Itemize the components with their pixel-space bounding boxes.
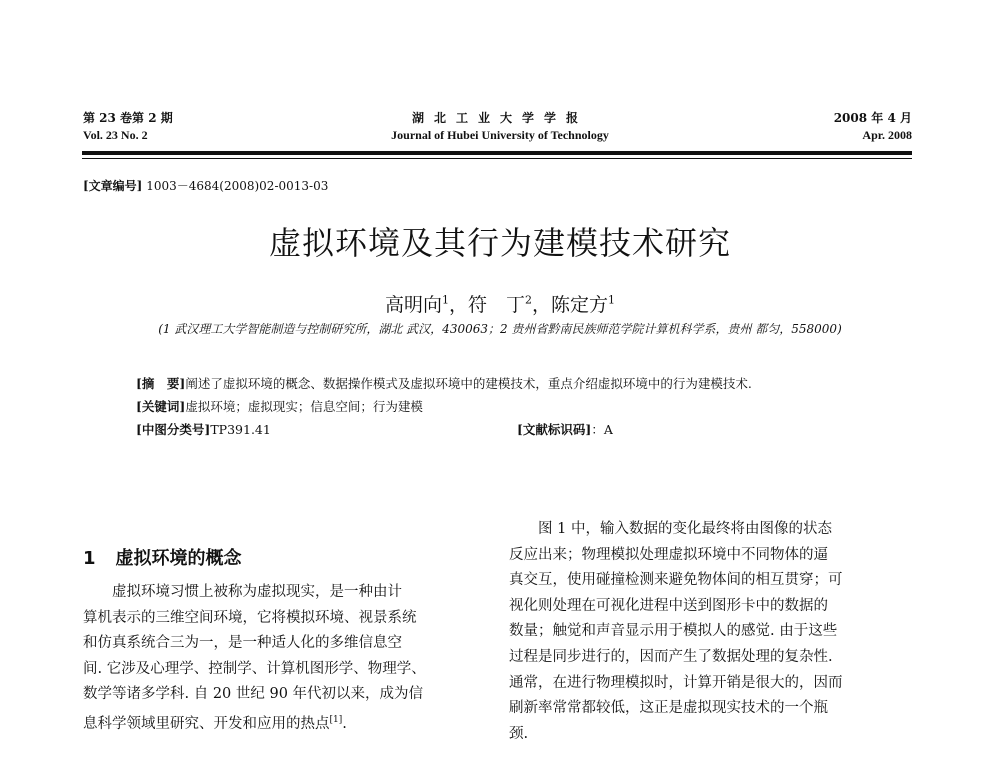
- author-name: 符 丁: [467, 294, 525, 316]
- author-sep: ，: [448, 294, 468, 316]
- text-line: 通常，在进行物理模拟时，计算开销是很大的，因而: [509, 674, 843, 691]
- authors: [0, 290, 1000, 317]
- article-number-value: 1003－4684(2008)02-0013-03: [146, 179, 329, 193]
- text-line: 视化则处理在可视化进程中送到图形卡中的数据的: [509, 597, 828, 614]
- abstract-label: [摘 要]: [136, 376, 186, 391]
- right-column: [509, 517, 911, 747]
- keywords: [136, 395, 866, 418]
- keywords-label: [关键词]: [136, 399, 186, 414]
- abstract-block: [136, 372, 866, 441]
- section-number: 1: [83, 548, 96, 569]
- text-line: 刷新率常常都较低，这正是虚拟现实技术的一个瓶: [509, 700, 828, 717]
- section-title: 虚拟环境的概念: [115, 548, 242, 569]
- author-sup: 1: [608, 293, 616, 307]
- author-sup: 1: [441, 293, 449, 307]
- text-line: 间. 它涉及心理学、控制学、计算机图形学、物理学、: [83, 660, 426, 677]
- header-rule-thick: [82, 151, 912, 155]
- abstract: [136, 372, 866, 395]
- date-cn: 2008 年 4 月: [833, 111, 912, 125]
- classification-row: [136, 418, 866, 441]
- clc-label: [中图分类号]: [136, 422, 211, 437]
- text-line: 反应出来；物理模拟处理虚拟环境中不同物体的逼: [509, 546, 828, 563]
- text-line-last: [83, 708, 476, 737]
- text-line: 图 1 中，输入数据的变化最终将由图像的状态: [538, 521, 832, 537]
- author-sep: ，: [532, 294, 552, 316]
- text-fragment: 息科学领域里研究、开发和应用的热点: [83, 715, 330, 732]
- doc-code-value: ：A: [591, 422, 613, 437]
- date-en: Apr. 2008: [862, 128, 912, 142]
- text-line: 数量；触觉和声音显示用于模拟人的感觉. 由于这些: [509, 623, 838, 640]
- header-rule-thin: [82, 158, 912, 159]
- author-name: 陈定方: [551, 294, 609, 316]
- text-line: 算机表示的三维空间环境，它将模拟环境、视景系统: [83, 609, 417, 626]
- text-end: .: [342, 715, 347, 732]
- citation-ref: [1]: [329, 714, 343, 725]
- abstract-text: 阐述了虚拟环境的概念、数据操作模式及虚拟环境中的建模技术，重点介绍虚拟环境中的行为建模技术.: [185, 376, 752, 391]
- issue-cn: 第 23 卷第 2 期: [83, 111, 173, 125]
- author-sup: 2: [525, 293, 532, 307]
- text-line: 颈.: [509, 725, 529, 742]
- text-line: 数学等诸多学科. 自 20 世纪 90 年代初以来，成为信: [83, 686, 424, 703]
- left-column: [83, 580, 476, 737]
- article-number: [83, 177, 328, 194]
- section-heading: [83, 544, 242, 570]
- text-line: 真交互，使用碰撞检测来避免物体间的相互贯穿；可: [509, 572, 843, 589]
- issue-en: Vol. 23 No. 2: [83, 128, 148, 142]
- text-line: 过程是同步进行的，因而产生了数据处理的复杂性.: [509, 648, 833, 665]
- text-line: 和仿真系统合三为一，是一种适人化的多维信息空: [83, 635, 402, 652]
- doc-code: [517, 418, 613, 441]
- author-name: 高明向: [384, 294, 442, 316]
- doc-code-label: [文献标识码]: [517, 422, 592, 437]
- journal-title-en: Journal of Hubei University of Technology: [391, 128, 609, 142]
- article-number-label: [文章编号]: [83, 179, 143, 193]
- paper-title: 虚拟环境及其行为建模技术研究: [268, 224, 731, 262]
- journal-title-cn: 湖北工业大学学报: [411, 111, 588, 125]
- keywords-text: 虚拟环境；虚拟现实；信息空间；行为建模: [185, 399, 423, 414]
- text-line: 虚拟环境习惯上被称为虚拟现实，是一种由计: [112, 584, 402, 600]
- affiliation: (1 武汉理工大学智能制造与控制研究所，湖北 武汉，430063；2 贵州省黔南民族师范学院计算机科学系，贵州 都匀，558000): [158, 322, 842, 336]
- clc-value: TP391.41: [210, 422, 271, 437]
